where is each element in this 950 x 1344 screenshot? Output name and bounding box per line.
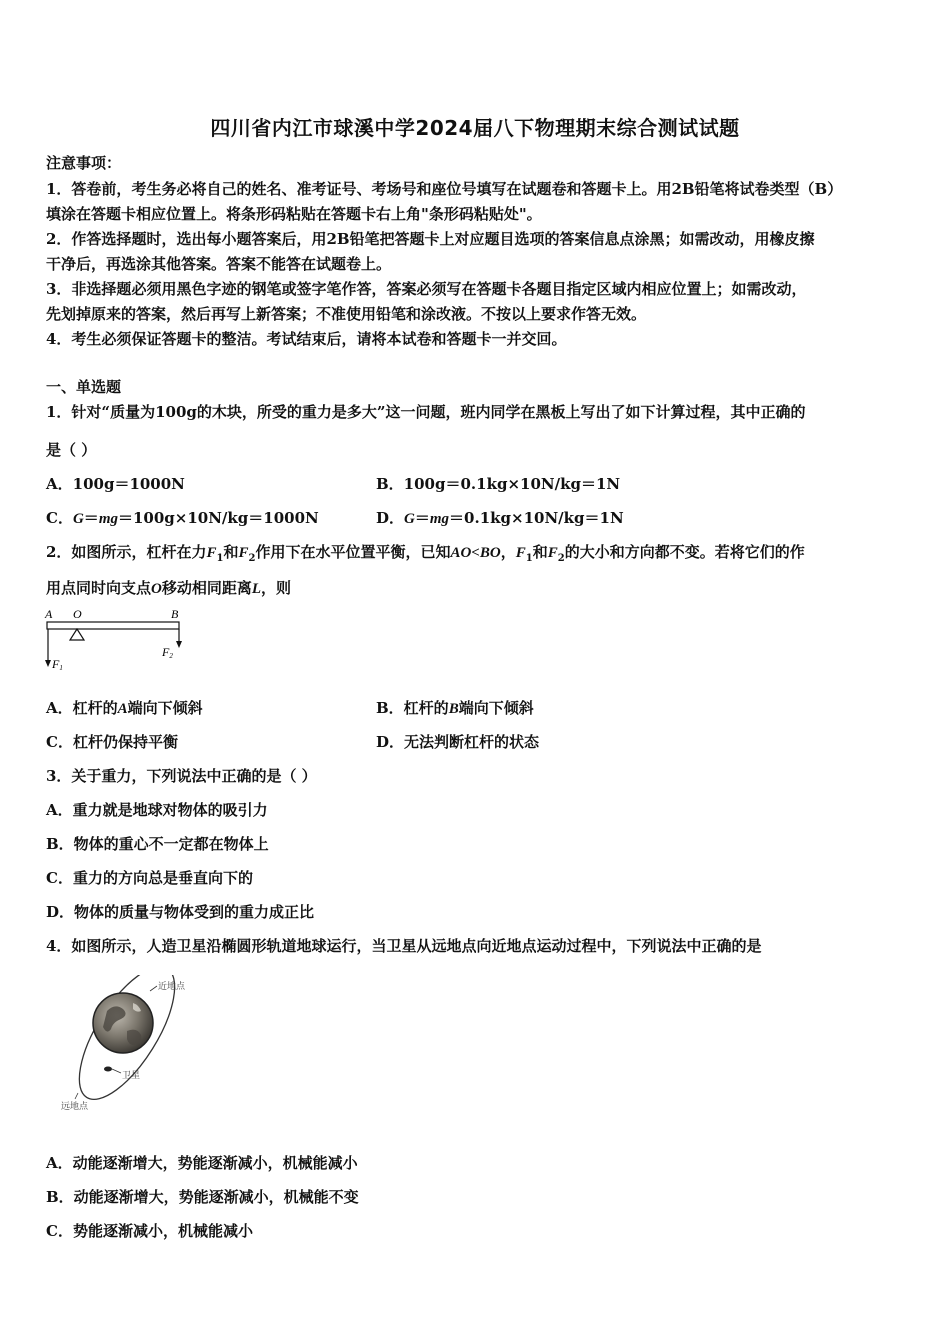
q2-option-c: C．杠杆仍保持平衡 (46, 733, 178, 751)
satellite-orbit-diagram (55, 975, 215, 1120)
q2-stem-line-1: 2．如图所示，杠杆在力$F_1$和$F_2$作用下在水平位置平衡，已知AO<BO，$F_1$和$F_2$的大小和方向都不变。若将它们的作 (46, 543, 805, 564)
notice-item-4: 4．考生必须保证答题卡的整洁。考试结束后，请将本试卷和答题卡一并交回。 (46, 330, 567, 348)
label-o: O (73, 607, 82, 621)
notice-item-3-line-1: 3．非选择题必须用黑色字迹的钢笔或签字笔作答，答案必须写在答题卡各题目指定区域内相应位置上；如需改动， (46, 280, 807, 298)
q3-stem: 3．关于重力，下列说法中正确的是（ ） (46, 767, 317, 785)
satellite-icon (104, 1067, 112, 1072)
q2-stem-line-2: 用点同时向支点O移动相同距离L，则 (46, 579, 292, 597)
q1-stem-line-2: 是（ ） (46, 441, 97, 459)
notice-item-1-line-2: 填涂在答题卡相应位置上。将条形码粘贴在答题卡右上角"条形码粘贴处"。 (46, 205, 542, 223)
q4-option-c: C．势能逐渐减小，机械能减小 (46, 1222, 253, 1240)
label-a: A (45, 607, 53, 621)
notice-item-2-line-1: 2．作答选择题时，选出每小题答案后，用2B铅笔把答题卡上对应题目选项的答案信息点涂黑；如需改动，用橡皮擦 (46, 230, 815, 248)
near-point-pointer-line (150, 986, 157, 991)
fulcrum-triangle (70, 629, 84, 640)
q4-stem: 4．如图所示，人造卫星沿椭圆形轨道地球运行，当卫星从远地点向近地点运动过程中，下列说法中正确的是 (46, 937, 762, 955)
q2-option-d: D．无法判断杠杆的状态 (376, 733, 540, 751)
q1-stem-line-1: 1．针对“质量为100g的木块，所受的重力是多大”这一问题，班内同学在黑板上写出了如下计算过程，其中正确的 (46, 403, 806, 421)
label-f2: F2 (162, 645, 173, 660)
near-point-label: 近地点 (158, 982, 186, 992)
force-f2-arrowhead (176, 641, 182, 648)
force-f1-arrowhead (45, 660, 51, 667)
q4-option-a: A．动能逐渐增大，势能逐渐减小，机械能减小 (46, 1154, 358, 1172)
satellite-pointer-line (112, 1069, 121, 1073)
page-title: 四川省内江市球溪中学2024届八下物理期末综合测试试题 (210, 116, 740, 140)
lever-diagram (40, 604, 190, 676)
label-f1: F1 (52, 657, 63, 672)
q2-option-a: A．杠杆的A端向下倾斜 (46, 699, 203, 717)
q1-option-a: A．100g＝1000N (46, 475, 185, 493)
notice-item-2-line-2: 干净后，再选涂其他答案。答案不能答在试题卷上。 (46, 255, 392, 273)
far-point-pointer-line (75, 1093, 78, 1099)
earth-globe (93, 993, 153, 1053)
q2-option-b: B．杠杆的B端向下倾斜 (376, 699, 534, 717)
satellite-label: 卫星 (122, 1071, 141, 1081)
q3-option-b: B．物体的重心不一定都在物体上 (46, 835, 269, 853)
q1-option-c: C．G＝mg＝100g×10N/kg＝1000N (46, 509, 319, 527)
q4-option-b: B．动能逐渐增大，势能逐渐减小，机械能不变 (46, 1188, 359, 1206)
q1-option-d: D．G＝mg＝0.1kg×10N/kg＝1N (376, 509, 624, 527)
label-b: B (171, 607, 179, 621)
section-heading: 一、单选题 (46, 378, 122, 396)
notice-item-1-line-1: 1．答卷前，考生务必将自己的姓名、准考证号、考场号和座位号填写在试题卷和答题卡上。用2B铅笔将试卷类型（B） (46, 180, 843, 198)
q3-option-a: A．重力就是地球对物体的吸引力 (46, 801, 268, 819)
notice-item-3-line-2: 先划掉原来的答案，然后再写上新答案；不准使用铅笔和涂改液。不按以上要求作答无效。 (46, 305, 647, 323)
q3-option-d: D．物体的质量与物体受到的重力成正比 (46, 903, 315, 921)
q3-option-c: C．重力的方向总是垂直向下的 (46, 869, 253, 887)
q1-option-b: B．100g＝0.1kg×10N/kg＝1N (376, 475, 621, 493)
far-point-label: 远地点 (61, 1102, 89, 1112)
notice-heading: 注意事项： (46, 154, 122, 172)
lever-bar (47, 622, 179, 629)
